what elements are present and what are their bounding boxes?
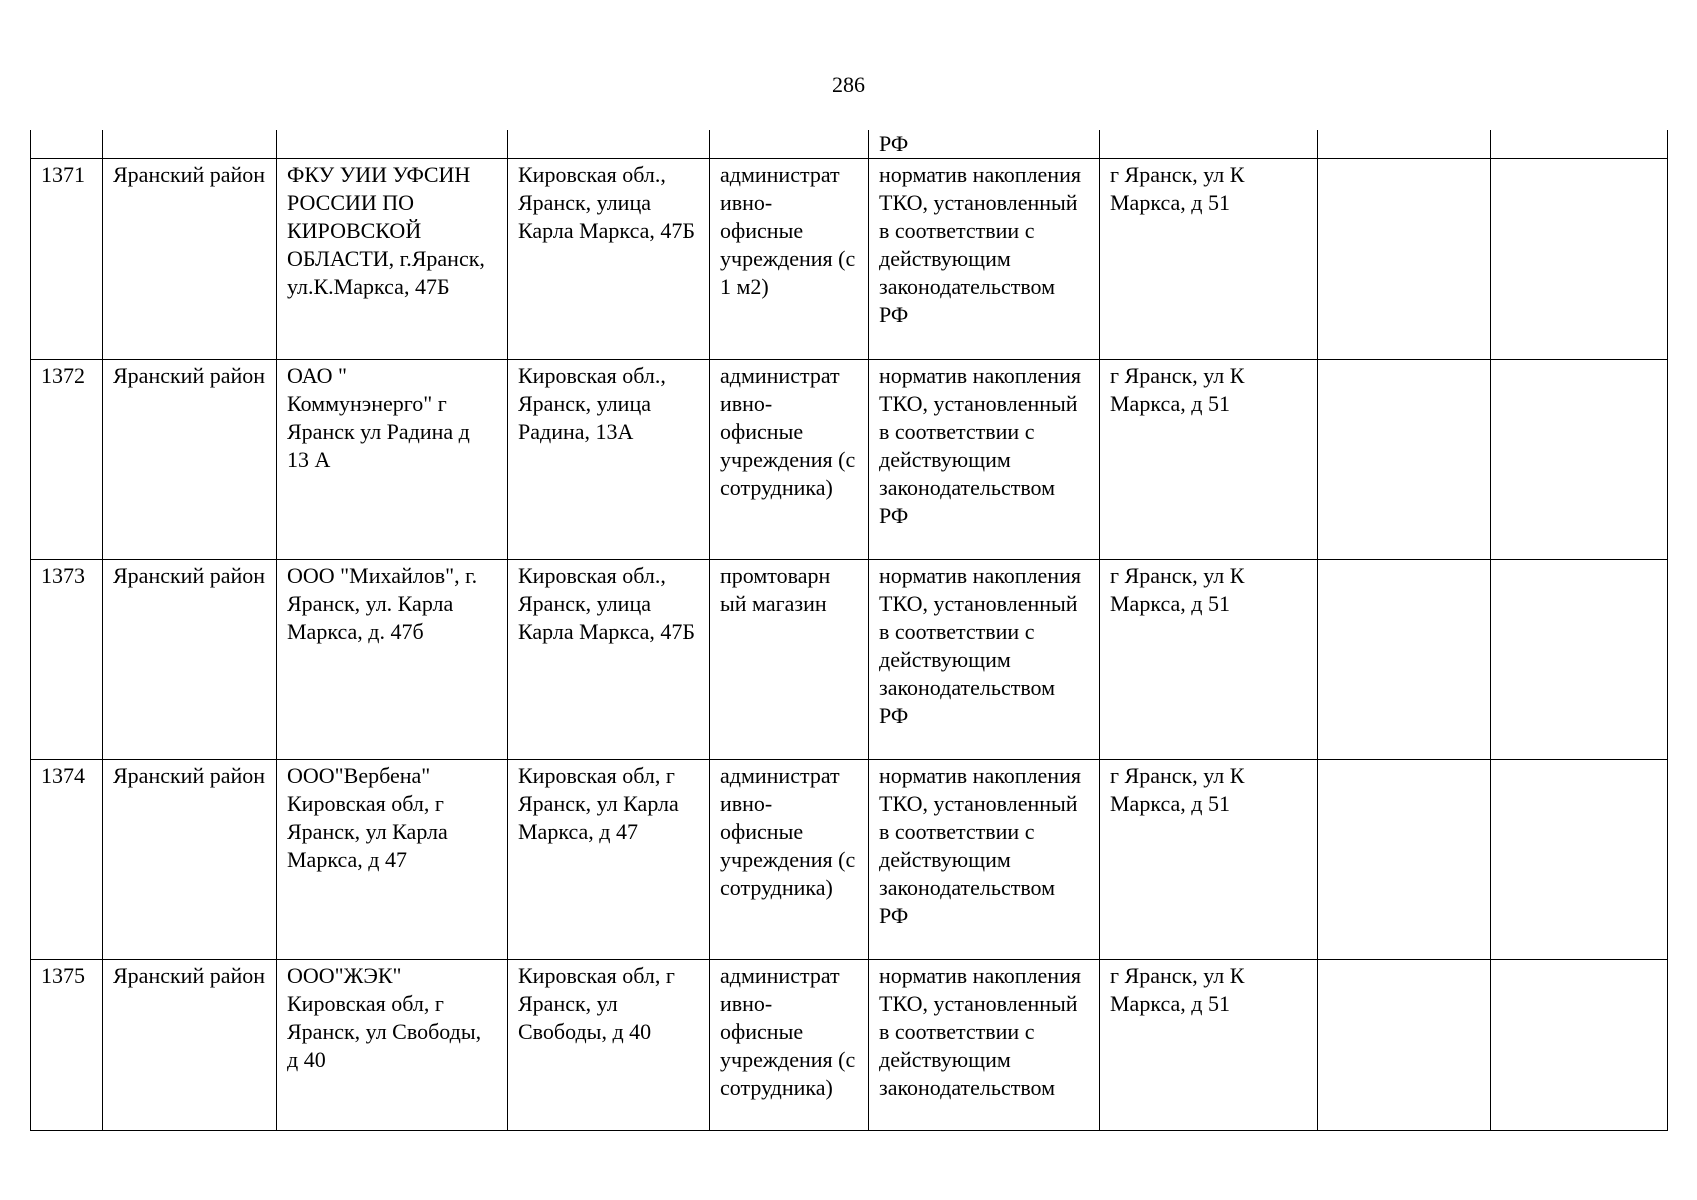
cell-site: [1100, 130, 1318, 159]
cell-norm: норматив накопления ТКО, установленный в соответствии с действующим законодательством РФ: [869, 159, 1100, 360]
cell-district: [103, 130, 277, 159]
cell-address: Кировская обл., Яранск, улица Радина, 13А: [508, 360, 710, 560]
cell-organization: ФКУ УИИ УФСИН РОССИИ ПО КИРОВСКОЙ ОБЛАСТИ, г.Яранск, ул.К.Маркса, 47Б: [277, 159, 508, 360]
cell-empty-1: [1318, 130, 1491, 159]
cell-address: Кировская обл., Яранск, улица Карла Маркса, 47Б: [508, 560, 710, 760]
cell-norm: норматив накопления ТКО, установленный в соответствии с действующим законодательством РФ: [869, 360, 1100, 560]
cell-num: 1373: [31, 560, 103, 760]
table-row: [31, 360, 1668, 560]
cell-site: г Яранск, ул К Маркса, д 51: [1100, 960, 1318, 1131]
cell-empty-2: [1491, 560, 1668, 760]
cell-norm: норматив накопления ТКО, установленный в соответствии с действующим законодательством РФ: [869, 760, 1100, 960]
table-row: [31, 960, 1668, 1131]
cell-address: [508, 130, 710, 159]
cell-district: Яранский район: [103, 960, 277, 1131]
cell-district: Яранский район: [103, 360, 277, 560]
cell-norm: норматив накопления ТКО, установленный в соответствии с действующим законодательством РФ: [869, 560, 1100, 760]
cell-site: г Яранск, ул К Маркса, д 51: [1100, 560, 1318, 760]
waste-sites-table: [30, 130, 1668, 1131]
cell-district: Яранский район: [103, 159, 277, 360]
cell-num: 1375: [31, 960, 103, 1131]
cell-num: 1371: [31, 159, 103, 360]
cell-norm: РФ: [869, 130, 1100, 159]
cell-empty-2: [1491, 159, 1668, 360]
cell-category: промтоварн ый магазин: [710, 560, 869, 760]
cell-empty-1: [1318, 360, 1491, 560]
cell-category: [710, 130, 869, 159]
cell-organization: ОАО " Коммунэнерго" г Яранск ул Радина д 13 А: [277, 360, 508, 560]
table-row: [31, 760, 1668, 960]
cell-organization: [277, 130, 508, 159]
table-row: [31, 159, 1668, 360]
cell-category: администрат ивно- офисные учреждения (с сотрудника): [710, 960, 869, 1131]
cell-empty-2: [1491, 360, 1668, 560]
cell-empty-2: [1491, 130, 1668, 159]
cell-organization: ООО"Вербена" Кировская обл, г Яранск, ул Карла Маркса, д 47: [277, 760, 508, 960]
cell-empty-2: [1491, 960, 1668, 1131]
cell-empty-1: [1318, 960, 1491, 1131]
cell-organization: ООО "Михайлов", г. Яранск, ул. Карла Маркса, д. 47б: [277, 560, 508, 760]
cell-category: администрат ивно- офисные учреждения (с 1 м2): [710, 159, 869, 360]
cell-empty-1: [1318, 159, 1491, 360]
cell-num: 1372: [31, 360, 103, 560]
cell-num: [31, 130, 103, 159]
cell-category: администрат ивно- офисные учреждения (с сотрудника): [710, 360, 869, 560]
cell-address: Кировская обл., Яранск, улица Карла Маркса, 47Б: [508, 159, 710, 360]
cell-norm: норматив накопления ТКО, установленный в соответствии с действующим законодательством: [869, 960, 1100, 1131]
cell-address: Кировская обл, г Яранск, ул Карла Маркса, д 47: [508, 760, 710, 960]
cell-empty-1: [1318, 760, 1491, 960]
page-number: 286: [832, 72, 865, 97]
cell-site: г Яранск, ул К Маркса, д 51: [1100, 159, 1318, 360]
table-row: [31, 560, 1668, 760]
cell-district: Яранский район: [103, 760, 277, 960]
cell-district: Яранский район: [103, 560, 277, 760]
cell-num: 1374: [31, 760, 103, 960]
table-row-continuation: [31, 130, 1668, 159]
cell-site: г Яранск, ул К Маркса, д 51: [1100, 360, 1318, 560]
cell-empty-2: [1491, 760, 1668, 960]
cell-address: Кировская обл, г Яранск, ул Свободы, д 40: [508, 960, 710, 1131]
cell-organization: ООО"ЖЭК" Кировская обл, г Яранск, ул Свободы, д 40: [277, 960, 508, 1131]
cell-site: г Яранск, ул К Маркса, д 51: [1100, 760, 1318, 960]
cell-empty-1: [1318, 560, 1491, 760]
cell-category: администрат ивно- офисные учреждения (с сотрудника): [710, 760, 869, 960]
